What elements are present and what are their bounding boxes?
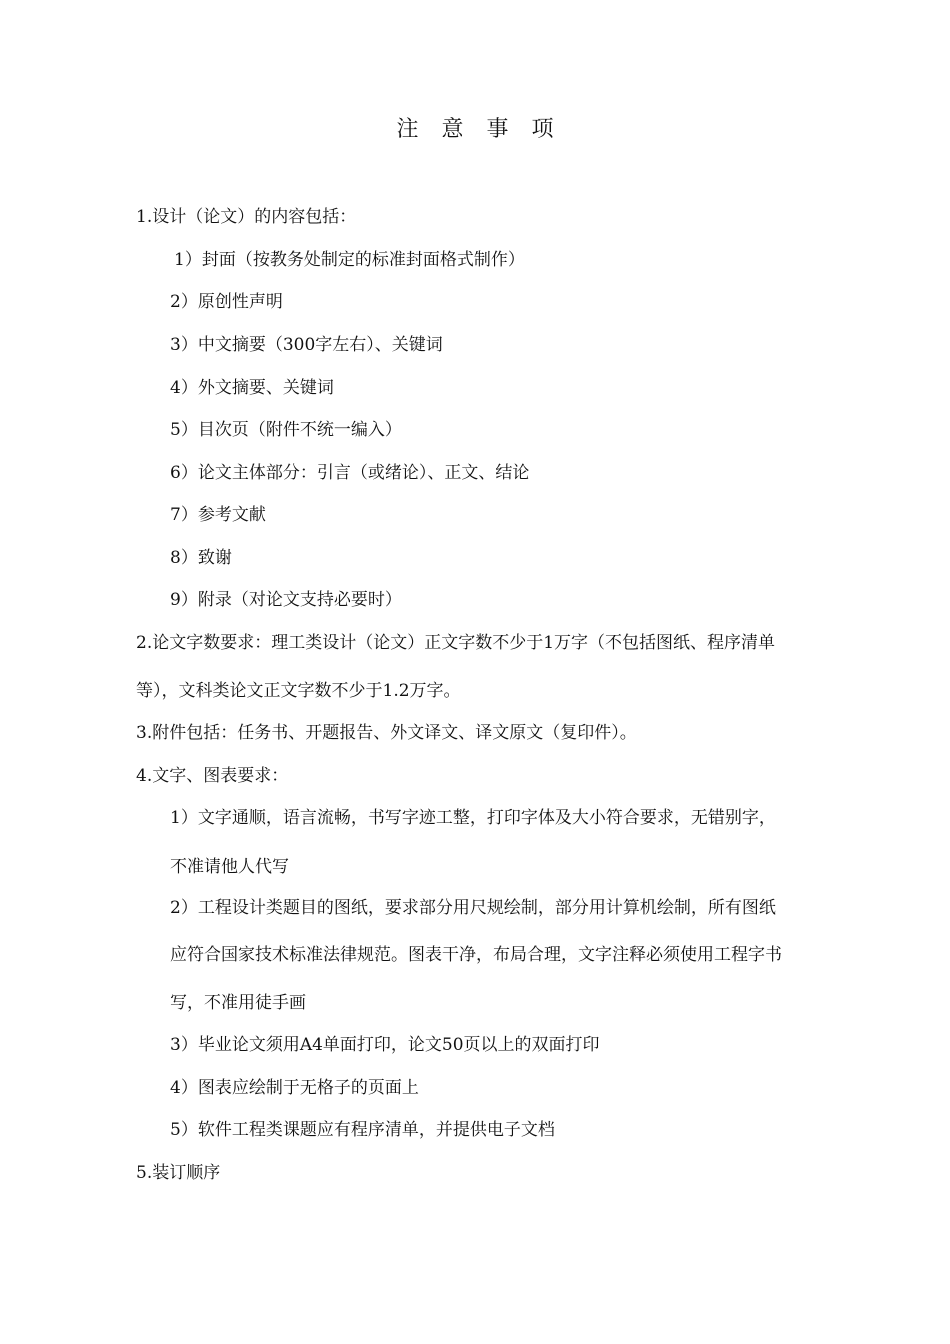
- text-req-2-line-3: 写，不准用徒手画: [170, 993, 306, 1013]
- text-req-2-line-1: 2）工程设计类题目的图纸，要求部分用尺规绘制，部分用计算机绘制，所有图纸: [170, 898, 776, 918]
- text-req-3: 3）毕业论文须用A4单面打印，论文50页以上的双面打印: [170, 1035, 600, 1055]
- list-item-main-body: 6）论文主体部分：引言（或绪论）、正文、结论: [170, 463, 530, 483]
- list-item-references: 7）参考文献: [170, 505, 266, 525]
- text-req-1-line-1: 1）文字通顺，语言流畅，书写字迹工整，打印字体及大小符合要求，无错别字，: [170, 808, 776, 828]
- text-req-4: 4）图表应绘制于无格子的页面上: [170, 1078, 419, 1098]
- list-item-acknowledgements: 8）致谢: [170, 548, 232, 568]
- text-req-2-line-2: 应符合国家技术标准法律规范。图表干净，布局合理，文字注释必须使用工程字书: [170, 945, 782, 965]
- section-1-heading: 1.设计（论文）的内容包括：: [136, 207, 357, 227]
- list-item-chinese-abstract: 3）中文摘要（300字左右）、关键词: [170, 335, 443, 355]
- list-item-originality: 2）原创性声明: [170, 292, 283, 312]
- page-title: 注 意 事 项: [396, 117, 562, 142]
- section-3: 3.附件包括：任务书、开题报告、外文译文、译文原文（复印件）。: [136, 723, 637, 743]
- list-item-cover: 1）封面（按教务处制定的标准封面格式制作）: [174, 250, 525, 270]
- list-item-contents: 5）目次页（附件不统一编入）: [170, 420, 402, 440]
- text-req-1-line-2: 不准请他人代写: [170, 857, 289, 877]
- section-2-line-1: 2.论文字数要求：理工类设计（论文）正文字数不少于1万字（不包括图纸、程序清单: [136, 633, 776, 653]
- list-item-foreign-abstract: 4）外文摘要、关键词: [170, 378, 334, 398]
- section-5-heading: 5.装订顺序: [136, 1163, 221, 1183]
- section-4-heading: 4.文字、图表要求：: [136, 766, 289, 786]
- section-2-line-2: 等），文科类论文正文字数不少于1.2万字。: [136, 681, 461, 701]
- text-req-5: 5）软件工程类课题应有程序清单，并提供电子文档: [170, 1120, 555, 1140]
- list-item-appendix: 9）附录（对论文支持必要时）: [170, 590, 402, 610]
